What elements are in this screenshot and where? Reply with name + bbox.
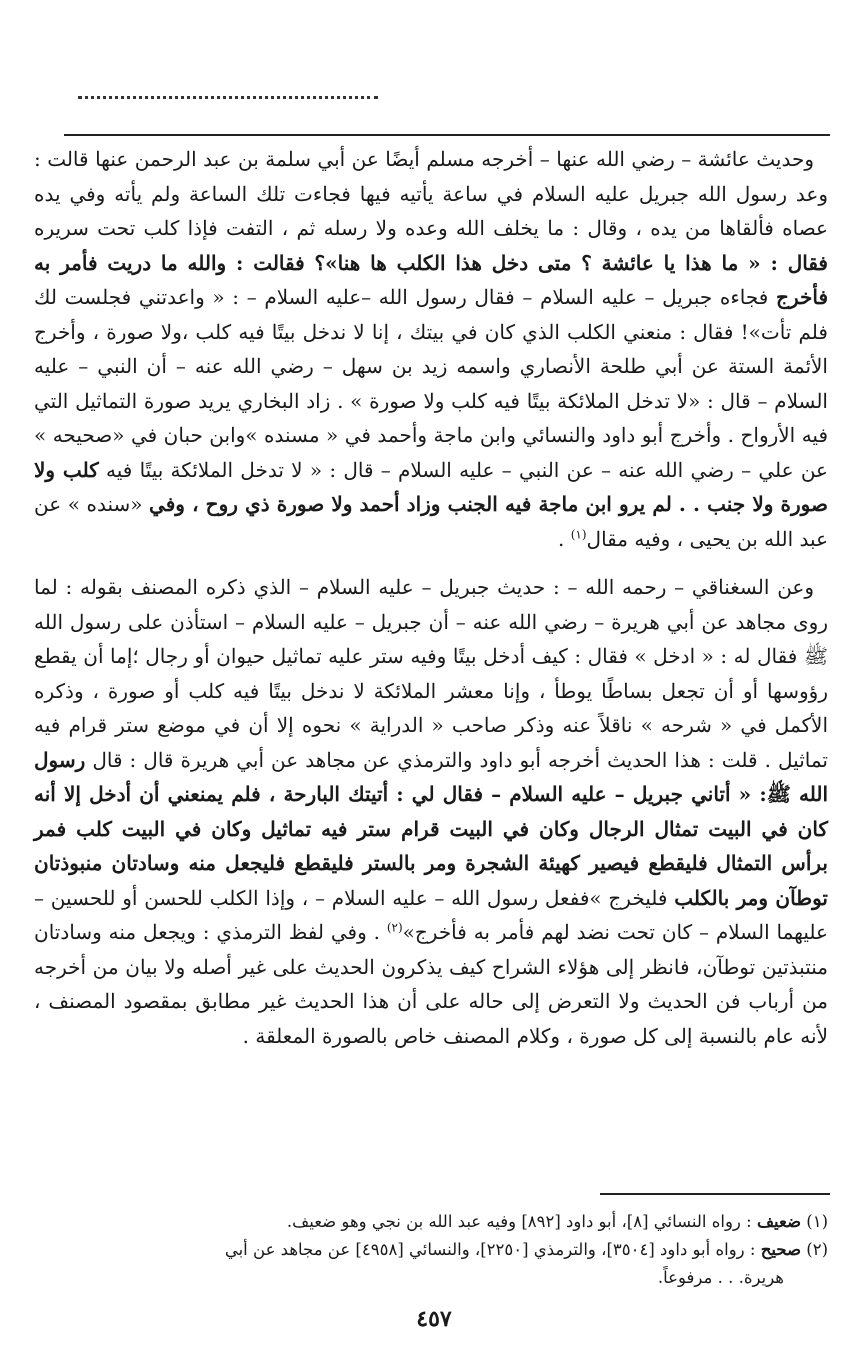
header-dotted-line — [78, 86, 378, 99]
footnote-grade: صحيح — [760, 1240, 801, 1259]
footnote-ref-2[interactable]: (٢) — [386, 920, 403, 935]
text-line: الله ﷺ فقال له : « ادخل » فقال : كيف أدخل بيتًا وفيه ستر عليه تماثيل حيوان أو رجال ؛إما أن — [34, 609, 828, 668]
paragraph-aisha-hadith — [34, 142, 828, 556]
footnote-text: : رواه النسائي [٨]، أبو داود [٨٩٢] وفيه عبد الله بن نجي وهو ضعيف. — [286, 1212, 752, 1231]
text-line: وذكره الأكمل في « شرحه » ناقلاً عنه وذكر صاحب « الدراية » نحوه إلا أن في موضع ستر قرام — [34, 678, 828, 737]
text-line: أرباب فن الحديث ولا التعرض إلى حاله على أن هذا الحديث غير مطابق بمقصود المصنف ، لأنه — [34, 989, 828, 1048]
text-line: رسول الله ﷺ: « أتاني جبريل – عليه السلام – فقال لي : أتيتك البارحة ، فلم يمنعني أن أدخل إلا أنه — [34, 747, 828, 806]
text-line: «صحيحه » عن علي – رضي الله عنه – عن النبي – عليه السلام – قال : « لا تدخل الملائكة بيتًا فيه — [34, 423, 828, 482]
page-number: ٤٥٧ — [416, 1306, 452, 1332]
text-line: السلام – قال : «لا تدخل الملائكة بيتًا فيه كلب ولا صورة » . زاد البخاري يريد صورة التماثيل — [75, 388, 828, 413]
text-line: تأت»! فقال : منعني الكلب الذي كان في بيتك ، إنا لا ندخل بيتًا فيه كلب ،ولا صورة ، وأخرج — [34, 319, 792, 344]
text-line: . — [557, 526, 571, 551]
footnote-number: (١) — [806, 1212, 828, 1231]
text-line: وحديث عائشة – رضي الله عنها – أخرجه مسلم أيضًا عن أبي سلمة بن عبد الرحمن عنها — [95, 147, 815, 171]
text-line: يقطع رؤوسها أو أن تجعل بساطًا يوطأ ، وإنا معشر الملائكة لا ندخل بيتًا فيه كلب أو صورة ، — [34, 644, 828, 703]
footnotes — [34, 1208, 828, 1292]
footnote-2-continuation — [34, 1264, 828, 1292]
footnote-1 — [34, 1208, 828, 1236]
text-line: كان في البيت تمثال الرجال وكان في البيت قرام ستر فيه تماثيل وكان في البيت كلب فمر برأس التمثال — [34, 816, 828, 875]
text-line: قالت : وعد رسول الله جبريل عليه السلام في ساعة يأتيه فيها فجاءت تلك الساعة ولم يأته وفي — [34, 147, 828, 206]
text-line: توطآن، فانظر إلى هؤلاء الشراح كيف يذكرون الحديث على غير أصله ولا بيان من أخرجه من — [34, 954, 828, 1013]
text-line: «سنده » عن عبد الله بن يحيى ، وفيه مقال — [34, 492, 828, 551]
text-line: لما روى مجاهد عن أبي هريرة – رضي الله عنه – أن جبريل – عليه السلام – استأذن على رسول — [34, 575, 828, 634]
text-line: التي فيه الأرواح . وأخرج أبو داود والنسائي وابن ماجة وأحمد في « مسنده »وابن حبان في — [34, 388, 829, 447]
footnote-ref-1[interactable]: (١) — [570, 526, 587, 541]
text-line: يده عصاه فألقاها من يده ، وقال : ما يخلف الله وعده ولا رسله ثم ، التفت فإذا كلب تحت سريره — [34, 181, 828, 240]
footnote-text: : رواه أبو داود [٣٥٠٤]، والترمذي [٢٢٥٠]، والنسائي [٤٩٥٨] عن مجاهد عن أبي — [224, 1240, 756, 1259]
footnote-2 — [34, 1236, 828, 1264]
footnote-text: هريرة. . . مرفوعاً. — [657, 1268, 784, 1287]
text-line: فجاءه جبريل – عليه السلام – فقال رسول الله –عليه السلام – : « واعدتني فجلست لك فلم — [34, 285, 828, 344]
footnote-number: (٢) — [806, 1240, 828, 1259]
text-line: فيه تماثيل . قلت : هذا الحديث أخرجه أبو داود والترمذي عن مجاهد عن أبي هريرة قال : قال — [34, 713, 828, 772]
paragraph-sighnaqi — [34, 570, 828, 1053]
text-line: وعن السغناقي – رحمه الله – : حديث جبريل – عليه السلام – الذي ذكره المصنف بقوله : — [65, 575, 815, 599]
text-line: كان تحت نضد لهم فأمر به فأخرج» — [402, 920, 693, 944]
footnote-grade: ضعيف — [756, 1212, 801, 1231]
text-line: الأئمة الستة عن أبي طلحة الأنصاري واسمه زيد بن سهل – رضي الله عنه – أن النبي – عليه — [34, 354, 828, 378]
text-line: فليخرج »ففعل رسول الله – عليه السلام – ، وإذا الكلب للحسن أو للحسين – عليهما السلام – — [34, 885, 828, 944]
header-rule — [64, 134, 830, 136]
main-text — [34, 142, 828, 1053]
text-line: فليقطع فيصير كهيئة الشجرة ومر بالستر فليقطع فليجعل منه وسادتان منبوذتان توطآن ومر بالكلب — [34, 851, 828, 910]
text-line: . وفي لفظ الترمذي : ويجعل منه وسادتان منتبذتين — [34, 920, 828, 979]
footnote-rule — [600, 1193, 830, 1195]
text-line: كلب ولا صورة ولا جنب . . لم يرو ابن ماجة فيه الجنب وزاد أحمد ولا صورة ذي روح ، وفي — [34, 457, 828, 516]
text-line: عام بالنسبة إلى كل صورة ، وكلام المصنف خاص بالصورة المعلقة . — [242, 1023, 794, 1048]
text-line: فقال : « ما هذا يا عائشة ؟ متى دخل هذا الكلب ها هنا»؟ فقالت : والله ما دريت فأمر به فأخرج — [34, 250, 829, 309]
